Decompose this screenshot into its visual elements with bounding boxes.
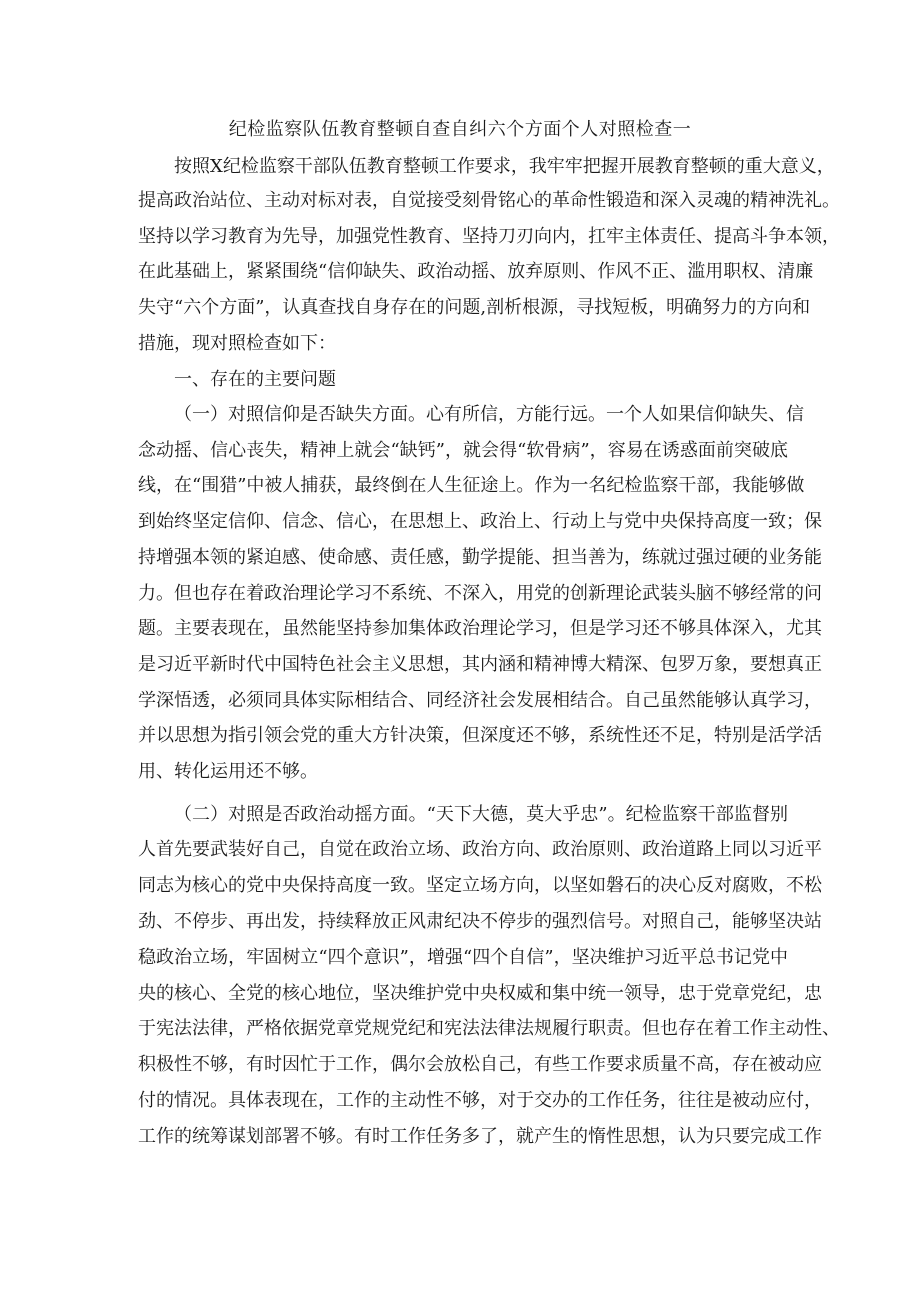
paragraph-line: 付的情况。具体表现在，工作的主动性不够，对于交办的工作任务，往往是被动应付， bbox=[138, 1090, 822, 1111]
paragraph-line: 同志为核心的党中央保持高度一致。坚定立场方向，以坚如磐石的决心反对腐败，不松 bbox=[138, 875, 822, 896]
paragraph-line: 工作的统筹谋划部署不够。有时工作任务多了，就产生的惰性思想，认为只要完成工作 bbox=[138, 1126, 822, 1147]
paragraph-line: 题。主要表现在，虽然能坚持参加集体政治理论学习，但是学习还不够具体深入，尤其 bbox=[138, 618, 822, 639]
paragraph-line: 力。但也存在着政治理论学习不系统、不深入，用党的创新理论武装头脑不够经常的问 bbox=[138, 583, 822, 604]
paragraph-line: 失守“六个方面”，认真查找自身存在的问题,剖析根源，寻找短板，明确努力的方向和 bbox=[138, 297, 811, 318]
paragraph-line: 措施，现对照检查如下： bbox=[138, 333, 336, 354]
paragraph-line: 持增强本领的紧迫感、使命感、责任感，勤学提能、担当善为，练就过强过硬的业务能 bbox=[138, 547, 822, 568]
paragraph-line: 央的核心、全党的核心地位，坚决维护党中央权威和集中统一领导，忠于党章党纪，忠 bbox=[138, 983, 822, 1004]
paragraph-line: 人首先要武装好自己，自觉在政治立场、政治方向、政治原则、政治道路上同以习近平 bbox=[138, 839, 822, 860]
paragraph-line: 积极性不够，有时因忙于工作，偶尔会放松自己，有些工作要求质量不高，存在被动应 bbox=[138, 1054, 822, 1075]
paragraph-line: 用、转化运用还不够。 bbox=[138, 761, 318, 782]
paragraph-line: 在此基础上，紧紧围绕“信仰缺失、政治动摇、放弃原则、作风不正、滥用职权、清廉 bbox=[138, 261, 814, 282]
paragraph-line: 是习近平新时代中国特色社会主义思想，其内涵和精神博大精深、包罗万象，要想真正 bbox=[138, 654, 822, 675]
paragraph-line: 念动摇、信心丧失，精神上就会“缺钙”，就会得“软骨病”，容易在诱惑面前突破底 bbox=[138, 440, 788, 461]
paragraph-line: 稳政治立场，牢固树立“四个意识”，增强“四个自信”，坚决维护习近平总书记党中 bbox=[138, 947, 788, 968]
paragraph-line: 提高政治站位、主动对标对表，自觉接受刻骨铭心的革命性锻造和深入灵魂的精神洗礼。 bbox=[138, 190, 840, 211]
section-heading: 一、存在的主要问题 bbox=[174, 369, 336, 390]
document-title: 纪检监察队伍教育整顿自查自纠六个方面个人对照检查一 bbox=[228, 119, 692, 140]
paragraph-line: （二）对照是否政治动摇方面。“天下大德，莫大乎忠”。纪检监察干部监督别 bbox=[174, 804, 788, 825]
paragraph-line: 于宪法法律，严格依据党章党规党纪和宪法法律法规履行职责。但也存在着工作主动性、 bbox=[138, 1018, 840, 1039]
paragraph-line: 坚持以学习教育为先导，加强党性教育、坚持刀刃向内，扛牢主体责任、提高斗争本领， bbox=[138, 226, 840, 247]
paragraph-line: 线，在“围猎”中被人捕获，最终倒在人生征途上。作为一名纪检监察干部，我能够做 bbox=[138, 475, 805, 496]
paragraph-line: 到始终坚定信仰、信念、信心，在思想上、政治上、行动上与党中央保持高度一致；保 bbox=[138, 511, 822, 532]
paragraph-line: 劲、不停步、再出发，持续释放正风肃纪决不停步的强烈信号。对照自己，能够坚决站 bbox=[138, 911, 822, 932]
paragraph-line: 按照X纪检监察干部队伍教育整顿工作要求，我牢牢把握开展教育整顿的重大意义， bbox=[174, 156, 835, 177]
paragraph-line: 并以思想为指引领会党的重大方针决策，但深度还不够，系统性还不足，特别是活学活 bbox=[138, 725, 822, 746]
paragraph-line: 学深悟透，必须同具体实际相结合、同经济社会发展相结合。自己虽然能够认真学习， bbox=[138, 690, 822, 711]
paragraph-line: （一）对照信仰是否缺失方面。心有所信，方能行远。一个人如果信仰缺失、信 bbox=[174, 404, 804, 425]
